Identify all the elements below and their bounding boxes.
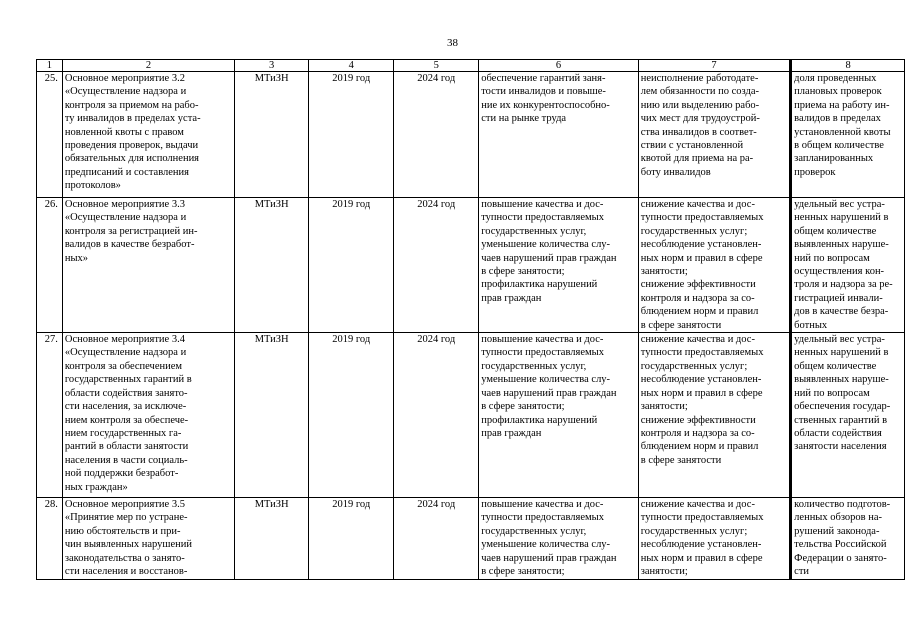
end-year-cell: 2024 год [394, 498, 479, 580]
cell-line: ний по вопросам [794, 252, 870, 264]
cell-line: Федерации о занято- [794, 552, 887, 564]
cell-line: плановых проверок [794, 86, 882, 98]
cell-line: ства инвалидов в соответ- [640, 126, 757, 138]
executor-cell: МТиЗН [235, 198, 309, 333]
cell-line: чих мест для трудоустрой- [640, 113, 760, 125]
cell-line: в сфере занятости; [481, 566, 565, 578]
cell-line: тельства Российской [794, 539, 887, 551]
cell-line: ствии с установленной [640, 140, 744, 152]
cell-line: государственных услуг; [640, 525, 748, 537]
cell-line: тупности предоставляемых [640, 512, 764, 524]
cell-line: общем количестве [794, 360, 877, 372]
cell-line: снижение эффективности [640, 279, 756, 291]
expected-result-cell [479, 72, 639, 198]
cell-line: проведения проверок, выдачи [64, 140, 199, 152]
cell-line: тупности предоставляемых [481, 212, 604, 224]
cell-line: чаев нарушений прав граждан [481, 552, 617, 564]
cell-line: государственных услуг; [640, 360, 748, 372]
measure-name-cell [62, 333, 234, 498]
cell-line: предписаний и составления [64, 166, 190, 178]
table-row [37, 498, 905, 580]
header-cell: 2 [62, 60, 234, 72]
indicator-cell [791, 333, 905, 498]
cell-line: троля и надзора за ре- [794, 279, 893, 291]
expected-result-cell [479, 498, 639, 580]
cell-line: в сфере занятости [640, 319, 722, 331]
measure-name-cell [62, 198, 234, 333]
cell-line: «Осуществление надзора и [64, 212, 187, 224]
cell-line: занятости; [640, 566, 688, 578]
indicator-cell [791, 498, 905, 580]
cell-line: несоблюдение установлен- [640, 374, 762, 386]
cell-line: снижение качества и дос- [640, 499, 755, 511]
cell-line: доля проведенных [794, 73, 877, 84]
cell-line: ных граждан» [64, 481, 128, 493]
cell-line: сти населения, за исключе- [64, 401, 187, 413]
cell-line: ненных нарушений в [794, 347, 889, 359]
cell-line: профилактика нарушений [481, 414, 598, 426]
measures-table [36, 59, 905, 580]
cell-line: Основное мероприятие 3.5 [64, 499, 185, 511]
cell-line: уменьшение количества слу- [481, 239, 611, 251]
cell-line: области содействия занято- [64, 387, 188, 399]
cell-line: тупности предоставляемых [481, 347, 604, 359]
cell-line: гистрацией инвали- [794, 292, 883, 304]
executor-cell: МТиЗН [235, 333, 309, 498]
cell-line: рушений законода- [794, 525, 880, 537]
header-cell: 5 [394, 60, 479, 72]
risk-cell [638, 498, 790, 580]
cell-line: ных норм и правил в сфере [640, 252, 763, 264]
cell-line: сти на рынке труда [481, 113, 567, 125]
cell-line: ту инвалидов в пределах уста- [64, 113, 201, 125]
cell-line: протоколов» [64, 180, 121, 192]
start-year-cell: 2019 год [309, 198, 394, 333]
header-row [37, 60, 905, 72]
cell-line: тупности предоставляемых [640, 347, 764, 359]
expected-result-cell [479, 333, 639, 498]
cell-line: снижение эффективности [640, 414, 756, 426]
cell-line: дов в качестве безра- [794, 306, 889, 318]
cell-line: приема на работу ин- [794, 99, 890, 111]
cell-line: ных норм и правил в сфере [640, 387, 763, 399]
cell-line: государственных услуг, [481, 525, 587, 537]
cell-line: боту инвалидов [640, 166, 711, 178]
executor-cell: МТиЗН [235, 498, 309, 580]
cell-line: чин выявленных нарушений [64, 539, 192, 551]
cell-line: ние их конкурентоспособно- [481, 99, 610, 111]
cell-line: запланированных [794, 153, 874, 165]
cell-line: снижение качества и дос- [640, 199, 755, 210]
cell-line: в сфере занятости; [481, 401, 565, 413]
cell-line: ной поддержки безработ- [64, 468, 179, 480]
cell-line: тупности предоставляемых [481, 512, 604, 524]
cell-line: новленной квоты с правом [64, 126, 184, 138]
table-row [37, 198, 905, 333]
cell-line: контроля за обеспечением [64, 360, 183, 372]
cell-line: общем количестве [794, 225, 877, 237]
expected-result-cell [479, 198, 639, 333]
cell-line: установленной квоты [794, 126, 891, 138]
cell-line: в общем количестве [794, 140, 884, 152]
cell-line: государственных услуг, [481, 225, 587, 237]
cell-line: контроля за приемом на рабо- [64, 99, 199, 111]
row-number-cell: 25. [37, 72, 63, 198]
cell-line: обеспечение гарантий заня- [481, 73, 606, 84]
cell-line: обязательных для исполнения [64, 153, 200, 165]
cell-line: прав граждан [481, 292, 542, 304]
cell-line: проверок [794, 166, 836, 178]
cell-line: в сфере занятости; [481, 266, 565, 278]
cell-line: чаев нарушений прав граждан [481, 387, 617, 399]
cell-line: государственных гарантий в [64, 374, 192, 386]
start-year-cell: 2019 год [309, 498, 394, 580]
cell-line: сти [794, 566, 810, 578]
end-year-cell: 2024 год [394, 198, 479, 333]
cell-line: ботных [794, 319, 828, 331]
risk-cell [638, 72, 790, 198]
cell-line: контроля и надзора за со- [640, 292, 755, 304]
cell-line: ний по вопросам [794, 387, 870, 399]
cell-line: обеспечения государ- [794, 401, 891, 413]
cell-line: профилактика нарушений [481, 279, 598, 291]
cell-line: ственных гарантий в [794, 414, 888, 426]
cell-line: законодательства о занято- [64, 552, 185, 564]
cell-line: тости инвалидов и повыше- [481, 86, 606, 98]
cell-line: нием контроля за обеспече- [64, 414, 189, 426]
cell-line: области содействия [794, 427, 882, 439]
cell-line: выявленных наруше- [794, 239, 889, 251]
cell-line: прав граждан [481, 427, 542, 439]
row-number-cell: 26. [37, 198, 63, 333]
cell-line: удельный вес устра- [794, 199, 885, 210]
cell-line: валидов в качестве безработ- [64, 239, 195, 251]
cell-line: занятости; [640, 266, 688, 278]
cell-line: Основное мероприятие 3.3 [64, 199, 185, 210]
risk-cell [638, 198, 790, 333]
cell-line: контроля за регистрацией ин- [64, 225, 198, 237]
indicator-cell [791, 72, 905, 198]
cell-line: уменьшение количества слу- [481, 539, 611, 551]
cell-line: ных норм и правил в сфере [640, 552, 763, 564]
cell-line: повышение качества и дос- [481, 199, 604, 210]
cell-line: несоблюдение установлен- [640, 239, 762, 251]
measure-name-cell [62, 498, 234, 580]
cell-line: квотой для приема на ра- [640, 153, 754, 165]
cell-line: нию или выделению рабо- [640, 99, 760, 111]
cell-line: чаев нарушений прав граждан [481, 252, 617, 264]
cell-line: несоблюдение установлен- [640, 539, 762, 551]
cell-line: ленных обзоров на- [794, 512, 883, 524]
cell-line: повышение качества и дос- [481, 499, 604, 511]
start-year-cell: 2019 год [309, 333, 394, 498]
cell-line: рантий в области занятости [64, 441, 189, 453]
cell-line: «Осуществление надзора и [64, 86, 187, 98]
end-year-cell: 2024 год [394, 333, 479, 498]
cell-line: осуществления кон- [794, 266, 885, 278]
cell-line: удельный вес устра- [794, 334, 885, 346]
cell-line: блюдением норм и правил [640, 441, 759, 453]
cell-line: занятости населения [794, 441, 887, 453]
table-row [37, 72, 905, 198]
row-number-cell: 28. [37, 498, 63, 580]
cell-line: валидов в пределах [794, 113, 881, 125]
executor-cell: МТиЗН [235, 72, 309, 198]
cell-line: в сфере занятости [640, 454, 722, 466]
cell-line: государственных услуг; [640, 225, 748, 237]
risk-cell [638, 333, 790, 498]
cell-line: тупности предоставляемых [640, 212, 764, 224]
page-number: 38 [447, 37, 458, 49]
cell-line: неисполнение работодате- [640, 73, 759, 84]
cell-line: выявленных наруше- [794, 374, 889, 386]
cell-line: нием государственных га- [64, 427, 182, 439]
cell-line: нию обстоятельств и при- [64, 525, 181, 537]
cell-line: ненных нарушений в [794, 212, 889, 224]
cell-line: «Осуществление надзора и [64, 347, 187, 359]
cell-line: занятости; [640, 401, 688, 413]
header-cell: 1 [37, 60, 63, 72]
table-row [37, 333, 905, 498]
cell-line: ных» [64, 252, 89, 264]
cell-line: снижение качества и дос- [640, 334, 755, 346]
row-number-cell: 27. [37, 333, 63, 498]
cell-line: населения в части социаль- [64, 454, 188, 466]
header-cell: 6 [479, 60, 639, 72]
cell-line: государственных услуг, [481, 360, 587, 372]
measure-name-cell [62, 72, 234, 198]
cell-line: блюдением норм и правил [640, 306, 759, 318]
start-year-cell: 2019 год [309, 72, 394, 198]
cell-line: количество подготов- [794, 499, 891, 511]
header-cell: 8 [791, 60, 905, 72]
cell-line: уменьшение количества слу- [481, 374, 611, 386]
cell-line: лем обязанности по созда- [640, 86, 759, 98]
cell-line: сти населения и восстанов- [64, 566, 188, 578]
header-cell: 4 [309, 60, 394, 72]
cell-line: повышение качества и дос- [481, 334, 604, 346]
cell-line: Основное мероприятие 3.4 [64, 334, 185, 346]
header-cell: 3 [235, 60, 309, 72]
cell-line: «Принятие мер по устране- [64, 512, 188, 524]
header-cell: 7 [638, 60, 790, 72]
indicator-cell [791, 198, 905, 333]
cell-line: контроля и надзора за со- [640, 427, 755, 439]
cell-line: Основное мероприятие 3.2 [64, 73, 185, 84]
end-year-cell: 2024 год [394, 72, 479, 198]
